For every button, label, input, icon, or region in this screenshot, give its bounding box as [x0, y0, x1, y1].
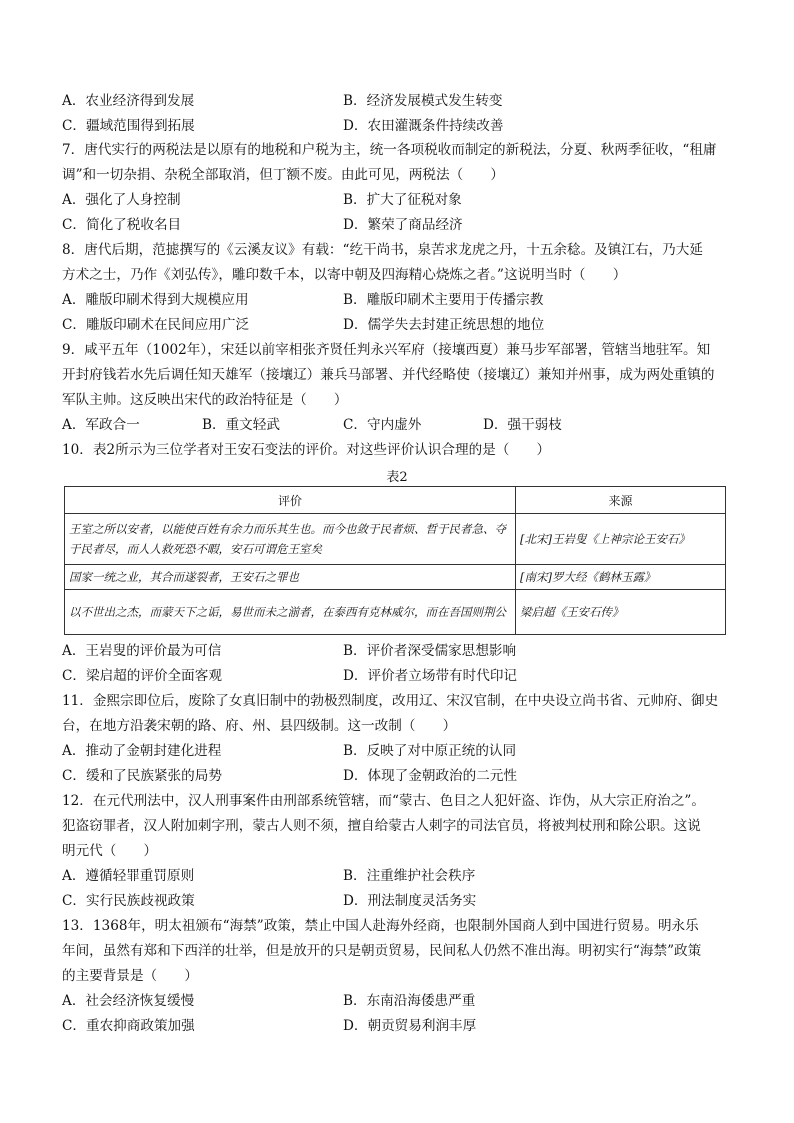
q7-option-b: B．扩大了征税对象 [343, 192, 462, 208]
evaluation-table [64, 486, 726, 635]
table-cell-source: 梁启超《王安石传》 [520, 605, 624, 619]
q10-stem-line1: 10．表2所示为三位学者对王安石变法的评价。对这些评价认识合理的是（ ） [62, 442, 551, 458]
table-cell-eval: 以不世出之杰，而蒙天下之诟，易世而未之湔者，在泰西有克林威尔，而在吾国则荆公 [69, 605, 506, 619]
q11-option-c: C．缓和了民族紧张的局势 [62, 768, 222, 784]
q13-stem-line1: 13．1368年，明太祖颁布“海禁”政策，禁止中国人赴海外经商，也限制外国商人到中国进行贸易。明永乐 [62, 918, 699, 934]
q13-stem-line2: 年间，虽然有郑和下西洋的壮举，但是放开的只是朝贡贸易，民间私人仍然不准出海。明初实行“海禁”政策 [62, 943, 702, 959]
q10-option-d: D．评价者立场带有时代印记 [343, 668, 518, 684]
table-title: 表2 [386, 470, 408, 485]
table-cell-source: [南宋]罗大经《鹤林玉露》 [520, 570, 656, 584]
q12-option-a: A．遵循轻罪重罚原则 [62, 868, 195, 884]
q10-option-b: B．评价者深受儒家思想影响 [343, 643, 517, 659]
q9-option-b: B．重文轻武 [202, 417, 280, 433]
q7-option-c: C．简化了税收名目 [62, 217, 182, 233]
q11-stem-line2: 台，在地方沿袭宋朝的路、府、州、县四级制。这一改制（ ） [62, 718, 457, 734]
q7-stem-line1: 7．唐代实行的两税法是以原有的地税和户税为主，统一各项税收而制定的新税法，分夏、秋两季征收，“租庸 [62, 142, 717, 158]
q9-option-c: C．守内虚外 [343, 417, 422, 433]
q10-option-c: C．梁启超的评价全面客观 [62, 668, 222, 684]
q11-option-b: B．反映了对中原正统的认同 [343, 743, 517, 759]
q9-stem-line1: 9．咸平五年（1002年），宋廷以前宰相张齐贤任判永兴军府（接壤西夏）兼马步军部署，管辖当地驻军。知 [62, 342, 711, 358]
q12-stem-line3: 明元代（ ） [62, 843, 158, 859]
q7-option-d: D．繁荣了商品经济 [343, 217, 463, 233]
q11-option-a: A．推动了金朝封建化进程 [62, 743, 222, 759]
q6-option-b: B．经济发展模式发生转变 [343, 93, 503, 109]
table-row [65, 590, 726, 635]
q13-option-b: B．东南沿海倭患严重 [343, 993, 476, 1009]
q8-stem-line1: 8．唐代后期，范摅撰写的《云溪友议》有载：“纥干尚书，泉苦求龙虎之丹，十五余稔。及镇江右，乃大延 [62, 242, 703, 258]
q6-option-a: A．农业经济得到发展 [62, 93, 195, 109]
q12-stem-line2: 犯盗窃罪者，汉人附加刺字刑，蒙古人则不须，擅自给蒙古人刺字的司法官员，将被判杖刑和除公职。这说 [62, 818, 701, 834]
q11-option-d: D．体现了金朝政治的二元性 [343, 768, 518, 784]
q13-option-d: D．朝贡贸易利润丰厚 [343, 1018, 477, 1034]
table-row [65, 514, 726, 565]
table-header-source: 来源 [516, 487, 726, 514]
table-cell-source: [北宋]王岩叟《上神宗论王安石》 [520, 532, 690, 546]
q11-stem-line1: 11．金熙宗即位后，废除了女真旧制中的勃极烈制度，改用辽、宋汉官制，在中央设立尚书省、元帅府、御史 [62, 693, 719, 709]
q7-stem-line2: 调”和一切杂捐、杂税全部取消，但丁额不废。由此可见，两税法（ ） [62, 167, 504, 183]
q8-option-a: A．雕版印刷术得到大规模应用 [62, 292, 249, 308]
q7-option-a: A．强化了人身控制 [62, 192, 181, 208]
q13-option-a: A．社会经济恢复缓慢 [62, 993, 195, 1009]
q12-stem-line1: 12．在元代刑法中，汉人刑事案件由刑部系统管辖，而“蒙古、色目之人犯奸盗、诈伪，从大宗正府治之”。 [62, 793, 705, 809]
q9-option-a: A．军政合一 [62, 417, 140, 433]
q12-option-d: D．刑法制度灵活务实 [343, 893, 477, 909]
q12-option-b: B．注重维护社会秩序 [343, 868, 476, 884]
q9-stem-line3: 军队主帅。这反映出宋代的政治特征是（ ） [62, 392, 348, 408]
q13-option-c: C．重农抑商政策加强 [62, 1018, 195, 1034]
q8-option-b: B．雕版印刷术主要用于传播宗教 [343, 292, 544, 308]
q9-option-d: D．强干弱枝 [483, 417, 562, 433]
q10-option-a: A．王岩叟的评价最为可信 [62, 643, 222, 659]
q8-option-c: C．雕版印刷术在民间应用广泛 [62, 317, 250, 333]
q6-option-d: D．农田灌溉条件持续改善 [343, 118, 504, 134]
q12-option-c: C．实行民族歧视政策 [62, 893, 195, 909]
q6-option-c: C．疆域范围得到拓展 [62, 118, 195, 134]
table-row [65, 565, 726, 590]
table-cell-eval: 王室之所以安者，以能使百姓有余力而乐其生也。而今也敛于民者烦、哲于民者急、夺于民者尽，而人人救死恐不暇，安石可谓危王室矣 [69, 522, 506, 556]
table-cell-eval: 国家一统之业，其合而遂裂者，王安石之罪也 [69, 570, 299, 584]
table-header-eval: 评价 [65, 487, 516, 514]
q8-option-d: D．儒学失去封建正统思想的地位 [343, 317, 545, 333]
q8-stem-line2: 方术之士，乃作《刘弘传》，雕印数千本，以寄中朝及四海精心烧炼之者。”这说明当时（ ） [62, 267, 627, 283]
q13-stem-line3: 的主要背景是（ ） [62, 968, 198, 984]
q9-stem-line2: 开封府钱若水先后调任知天雄军（接壤辽）兼兵马部署、并代经略使（接壤辽）兼知并州事，成为两处重镇的 [62, 367, 715, 383]
